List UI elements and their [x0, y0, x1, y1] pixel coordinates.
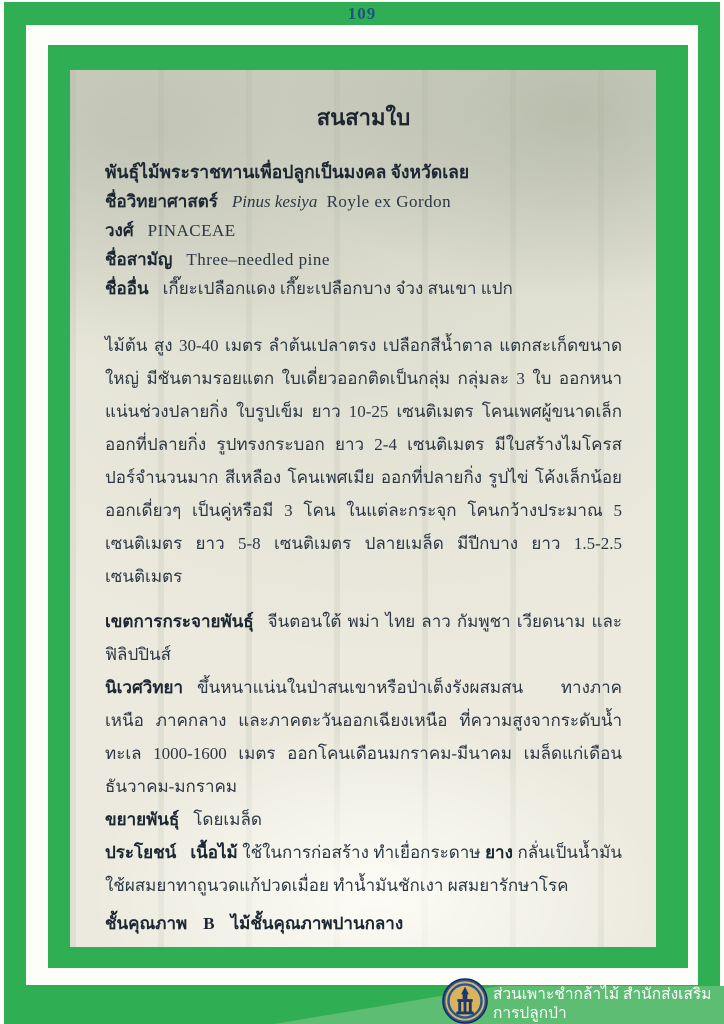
inner-green-frame [48, 45, 688, 968]
propagation-section [105, 803, 622, 836]
family-row [105, 216, 622, 245]
quality-text: ไม้ชั้นคุณภาพปานกลาง [230, 914, 404, 933]
distribution-section [105, 605, 622, 671]
info-sections [105, 605, 622, 940]
distribution-label: เขตการกระจายพันธุ์ [105, 612, 254, 631]
scientific-name-label: ชื่อวิทยาศาสตร์ [105, 192, 218, 211]
propagation-text: โดยเมล็ด [193, 810, 262, 829]
ecology-label: นิเวศวิทยา [105, 678, 184, 697]
other-names-row [105, 274, 622, 303]
common-name-label: ชื่อสามัญ [105, 250, 173, 269]
uses-label: ประโยชน์ [105, 843, 177, 862]
family-value: PINACEAE [147, 221, 236, 240]
ecology-text: ขึ้นหนาแน่นในป่าสนเขาหรือป่าเต็งรังผสมสน ทางภาคเหนือ ภาคกลาง และภาคตะวันออกเฉียงเหนือ ที่ความสูงจากระดับน้ำทะเล 1000-1600 เมตร ออกโคนเดือนมกราคม-มีนาคม เมล็ดแก่เดือนธันวาคม-มกราคม [105, 678, 622, 796]
other-names-value: เกี๊ยะเปลือกแดง เกี๊ยะเปลือกบาง จ๋วง สนเขา แปก [162, 279, 513, 298]
uses-bold-resin: ยาง [485, 843, 513, 862]
royal-forest-department-emblem-icon [442, 978, 488, 1024]
uses-text-1: ใช้ในการก่อสร้าง ทำเยื่อกระดาษ [242, 843, 481, 862]
species-title: สนสามใบ [316, 105, 411, 130]
content-area [70, 70, 656, 947]
uses-bold-wood: เนื้อไม้ [190, 843, 238, 862]
common-name-row [105, 245, 622, 274]
uses-text-2: กลั่นเป็นน้ำมัน ใช้ผสมยาทาถูนวดแก้ปวดเมื่อย ทำน้ำมันชักเงา ผสมยารักษาโรค [105, 843, 623, 895]
quality-label: ชั้นคุณภาพ [105, 914, 188, 933]
propagation-label: ขยายพันธุ์ [105, 810, 180, 829]
family-label: วงศ์ [105, 221, 134, 240]
scientific-name-authority: Royle ex Gordon [326, 192, 452, 211]
distribution-text: จีนตอนใต้ พม่า ไทย ลาว กัมพูชา เวียดนาม และฟิลิปปินส์ [105, 612, 622, 664]
description-paragraph: ไม้ต้น สูง 30-40 เมตร ลำต้นเปลาตรง เปลือกสีน้ำตาล แตกสะเก็ดขนาดใหญ่ มีชันตามรอยแตก ใบเดี่ยวออกติดเป็นกลุ่ม กลุ่มละ 3 ใบ ออกหนาแน่นช่วงปลายกิ่ง ใบรูปเข็ม ยาว 10-25 เซนติเมตร โคนเพศผู้ขนาดเล็ก ออกที่ปลายกิ่ง รูปทรงกระบอก ยาว 2-4 เซนติเมตร มีใบสร้างไมโครสปอร์จำนวนมาก สีเหลือง โคนเพศเมีย ออกที่ปลายกิ่ง รูปไข่ โค้งเล็กน้อย ออกเดี่ยวๆ เป็นคู่หรือมี 3 โคน ในแต่ละกระจุก โคนกว้างประมาณ 5 เซนติเมตร ยาว 5-8 เซนติเมตร ปลายเมล็ด มีปีกบาง ยาว 1.5-2.5 เซนติเมตร [105, 336, 622, 586]
footer-agency-name: ส่วนเพาะชำกล้าไม้ สำนักส่งเสริมการปลูกป่า [493, 986, 712, 1022]
uses-section [105, 836, 622, 902]
quality-grade: B [203, 914, 215, 933]
quality-grade-row [105, 907, 622, 940]
common-name-value: Three–needled pine [186, 250, 330, 269]
scientific-name-italic: Pinus kesiya [231, 192, 318, 211]
other-names-label: ชื่ออื่น [105, 279, 149, 298]
royal-dedication-line: พันธุ์ไม้พระราชทานเพื่อปลูกเป็นมงคล จังหวัดเลย [105, 162, 470, 182]
ecology-section [105, 671, 622, 803]
page-number: 109 [347, 4, 377, 23]
forest-photo-background [70, 70, 656, 947]
scientific-name-row [105, 187, 622, 216]
